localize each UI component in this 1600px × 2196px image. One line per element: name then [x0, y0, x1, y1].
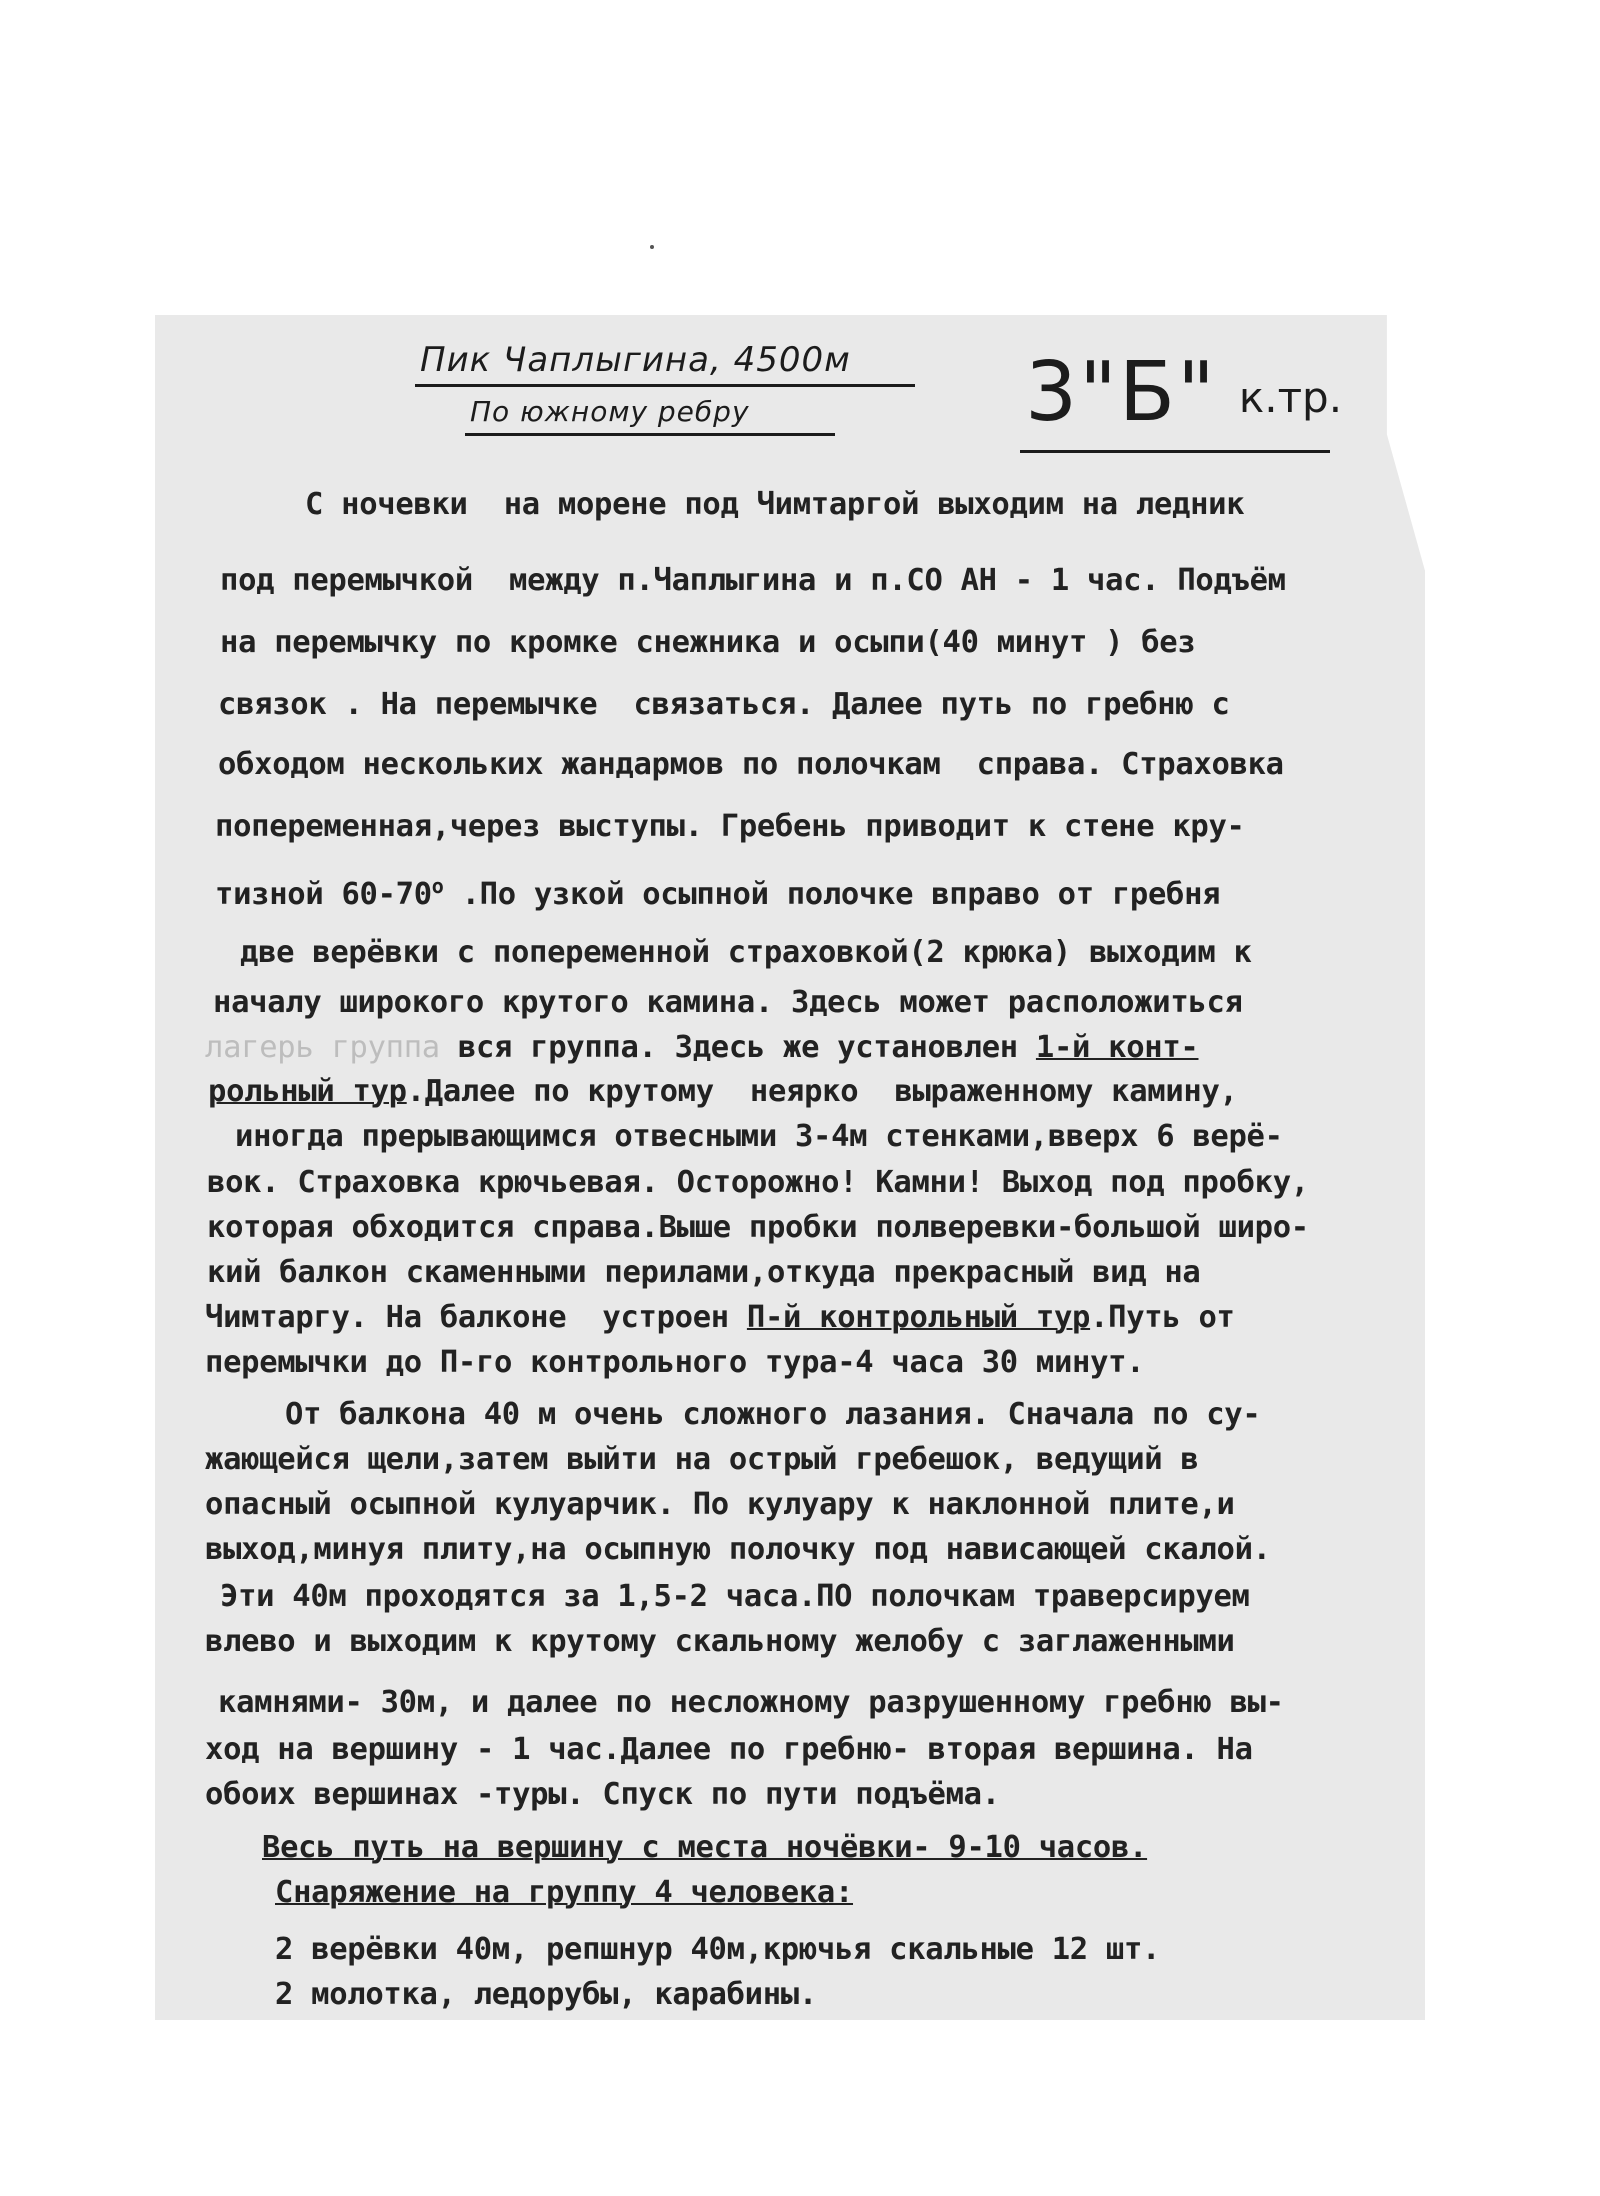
body-line: которая обходится справа.Выше пробки полверевки-большой широ- — [207, 1210, 1309, 1245]
body-line: попеременная,через выступы. Гребень приводит к стене кру- — [215, 809, 1245, 844]
body-line — [208, 1074, 1238, 1109]
body-line: влево и выходим к крутому скальному желобу с заглаженными — [205, 1624, 1235, 1659]
body-line: выход,минуя плиту,на осыпную полочку под нависающей скалой. — [205, 1532, 1271, 1567]
equipment-line: 2 верёвки 40м, репшнур 40м,крючья скальные 12 шт. — [275, 1932, 1161, 1967]
body-line: перемычки до П-го контрольного тура-4 часа 30 минут. — [205, 1345, 1145, 1380]
body-fragment: .По узкой осыпной полочке вправо от гребня — [461, 877, 1221, 913]
checkpoint-2: П-й контрольный тур — [746, 1300, 1091, 1335]
body-line: на перемычку по кромке снежника и осыпи(40 минут ) без — [220, 625, 1196, 660]
body-fragment: .Далее по крутому неярко выраженному камину, — [406, 1074, 1238, 1109]
body-line: кий балкон скаменными перилами,откуда прекрасный вид на — [207, 1255, 1201, 1290]
body-line: камнями- 30м, и далее по несложному разрушенному гребню вы- — [218, 1685, 1284, 1720]
route-subtitle: По южному ребру — [470, 395, 750, 428]
smudged-text: лагерь группа — [205, 1030, 440, 1065]
body-line: Эти 40м проходятся за 1,5-2 часа.ПО полочкам траверсируем — [220, 1579, 1250, 1614]
total-time: Весь путь на вершину с места ночёвки- 9-10 часов. — [262, 1830, 1148, 1865]
body-fragment: вся группа. Здесь же установлен — [457, 1030, 1036, 1065]
body-fragment: тизной 60-70 — [215, 877, 432, 913]
body-fragment: Чимтаргу. На балконе устроен — [205, 1300, 747, 1335]
peak-title: Пик Чаплыгина, 4500м — [420, 340, 851, 380]
body-line — [205, 1030, 1199, 1065]
body-line: обоих вершинах -туры. Спуск по пути подъёма. — [205, 1777, 1000, 1812]
body-line: иногда прерывающимся отвесными 3-4м стенками,вверх 6 верё- — [235, 1119, 1283, 1154]
body-line: ход на вершину - 1 час.Далее по гребню- вторая вершина. На — [205, 1732, 1253, 1767]
equipment-heading: Снаряжение на группу 4 человека: — [275, 1875, 854, 1910]
body-line — [215, 876, 1220, 911]
checkpoint-1-cont: рольный тур — [208, 1074, 407, 1109]
body-line: опасный осыпной кулуарчик. По кулуару к наклонной плите,и — [205, 1487, 1235, 1522]
body-line: С ночевки на морене под Чимтаргой выходим на ледник — [305, 487, 1245, 522]
body-line: От балкона 40 м очень сложного лазания. Сначала по су- — [285, 1397, 1261, 1432]
body-line: под перемычкой между п.Чаплыгина и п.СО АН - 1 час. Подъём — [220, 563, 1286, 598]
body-line: две верёвки с попеременной страховкой(2 крюка) выходим к — [240, 935, 1252, 970]
checkpoint-1: 1-й конт- — [1035, 1030, 1199, 1065]
body-line — [205, 1300, 1235, 1335]
grade-value: 3"Б" — [1025, 345, 1217, 440]
body-line: началу широкого крутого камина. Здесь может расположиться — [213, 985, 1243, 1020]
body-line: жающейся щели,затем выйти на острый гребешок, ведущий в — [205, 1442, 1199, 1477]
grade-suffix: к.тр. — [1238, 373, 1343, 422]
body-line: вок. Страховка крючьевая. Осторожно! Камни! Выход под пробку, — [207, 1165, 1309, 1200]
body-line: обходом нескольких жандармов по полочкам справа. Страховка — [218, 747, 1284, 782]
degree-mark: о — [431, 874, 444, 898]
body-fragment: .Путь от — [1090, 1300, 1235, 1335]
body-line: связок . На перемычке связаться. Далее путь по гребню с — [218, 687, 1230, 722]
equipment-line: 2 молотка, ледорубы, карабины. — [275, 1977, 817, 2012]
